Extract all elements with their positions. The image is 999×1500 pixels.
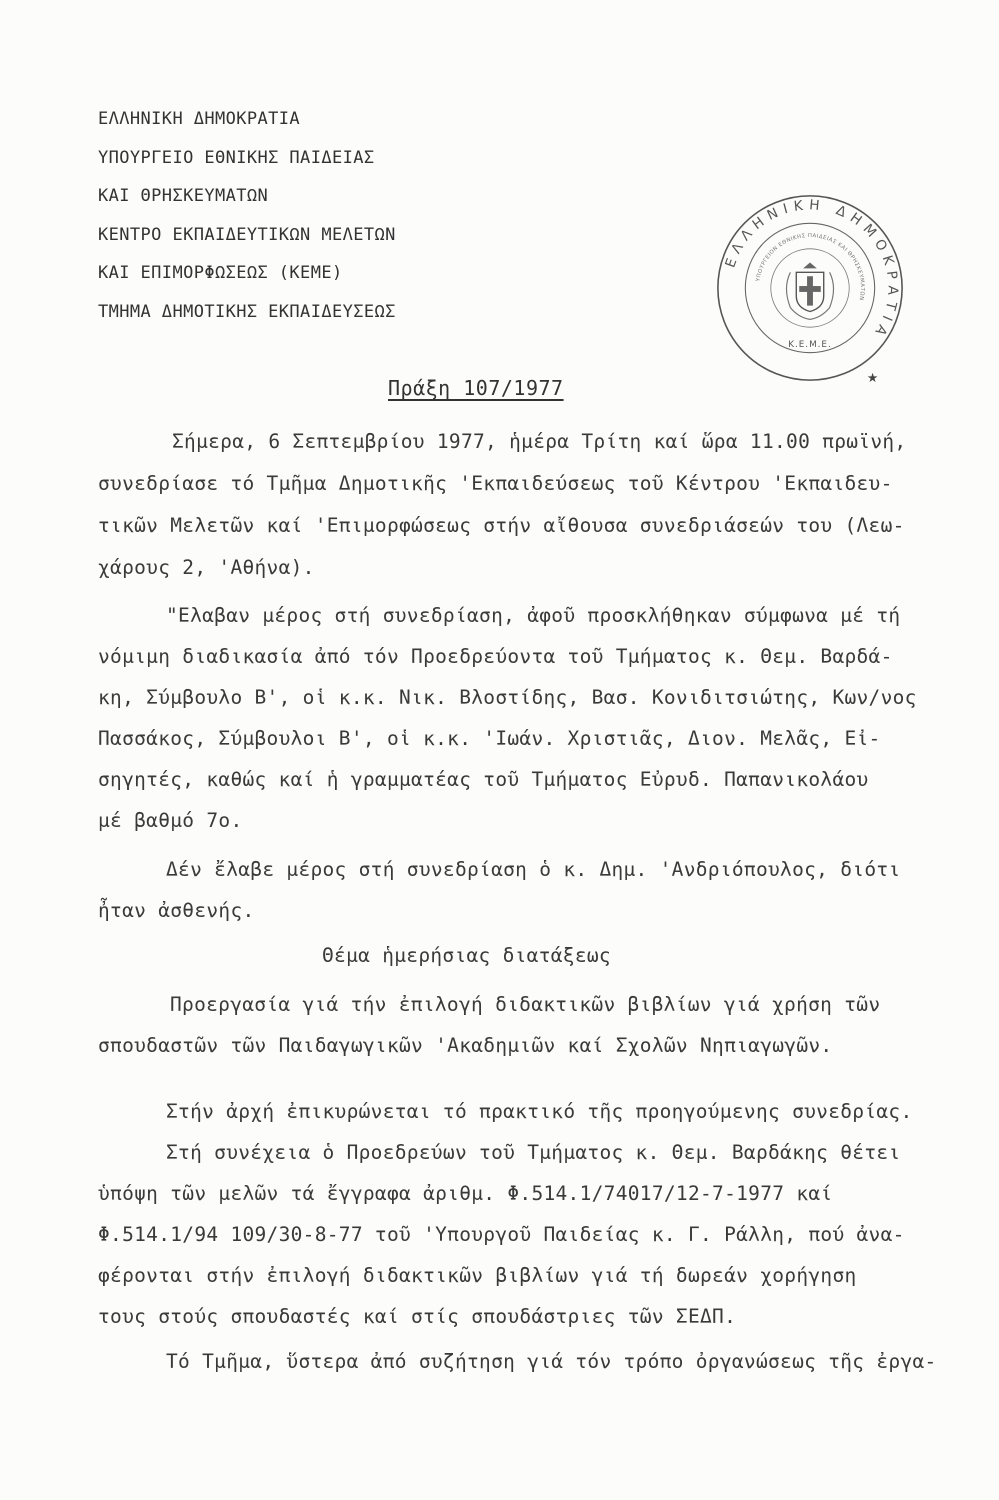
letterhead-line: ΥΠΟΥΡΓΕΙΟ ΕΘΝΙΚΗΣ ΠΑΙΔΕΙΑΣ (98, 147, 375, 168)
body-line: Τό Τμῆμα, ὕστερα ἀπό συζήτηση γιά τόν τρόπο ὀργανώσεως τῆς ἐργα- (166, 1350, 937, 1373)
body-line: φέρονται στήν ἐπιλογή διδακτικῶν βιβλίων γιά τή δωρεάν χορήγηση (98, 1264, 857, 1287)
body-line: τικῶν Μελετῶν καί 'Επιμορφώσεως στήν αἴθουσα συνεδριάσεών του (Λεω- (98, 514, 905, 537)
body-line: σηγητές, καθώς καί ἡ γραμματέας τοῦ Τμήματος Εὐρυδ. Παπανικολάου (98, 768, 869, 791)
body-line: σπουδαστῶν τῶν Παιδαγωγικῶν 'Ακαδημιῶν καί Σχολῶν Νηπιαγωγῶν. (98, 1034, 833, 1057)
seal-outer-textpath: ΕΛΛΗΝΙΚΗ ΔΗΜΟΚΡΑΤΙΑ (722, 197, 901, 344)
coat-of-arms-icon (786, 263, 833, 320)
body-line: Σήμερα, 6 Σεπτεμβρίου 1977, ἡμέρα Τρίτη καί ὥρα 11.00 πρωϊνή, (172, 430, 907, 453)
body-line: Στήν ἀρχή ἐπικυρώνεται τό πρακτικό τῆς προηγούμενης συνεδρίας. (166, 1100, 913, 1123)
official-seal (712, 190, 908, 386)
body-line: ὑπόψη τῶν μελῶν τά ἔγγραφα ἀριθμ. Φ.514.1/74017/12-7-1977 καί (98, 1182, 833, 1205)
letterhead-line: ΚΕΝΤΡΟ ΕΚΠΑΙΔΕΥΤΙΚΩΝ ΜΕΛΕΤΩΝ (98, 224, 396, 245)
body-line: ἦταν ἀσθενής. (98, 899, 255, 922)
body-line: νόμιμη διαδικασία ἀπό τόν Προεδρεύοντα τοῦ Τμήματος κ. Θεμ. Βαρδά- (98, 645, 893, 668)
seal-bottom-text: Κ.Ε.Μ.Ε. (788, 339, 832, 350)
body-line: Προεργασία γιά τήν ἐπιλογή διδακτικῶν βιβλίων γιά χρήση τῶν (170, 993, 881, 1016)
body-line: μέ βαθμό 7ο. (98, 809, 243, 832)
letterhead (98, 100, 396, 331)
body-line: τους στούς σπουδαστές καί στίς σπουδάστριες τῶν ΣΕΔΠ. (98, 1305, 737, 1328)
document-title: Πράξη 107/1977 (388, 376, 564, 400)
star-icon: ★ (866, 371, 879, 386)
body-line: Πασσάκος, Σύμβουλοι Β', οἱ κ.κ. 'Ιωάν. Χριστιᾶς, Διον. Μελᾶς, Εἰ- (98, 727, 881, 750)
subject-heading: Θέμα ἡμερήσιας διατάξεως (322, 944, 611, 967)
body-line: Στή συνέχεια ὁ Προεδρεύων τοῦ Τμήματος κ. Θεμ. Βαρδάκης θέτει (166, 1141, 901, 1164)
body-line: κη, Σύμβουλο Β', οἱ κ.κ. Νικ. Βλοστίδης, Βασ. Κονιδιτσιώτης, Κων/νος (98, 686, 917, 709)
letterhead-line: ΚΑΙ ΕΠΙΜΟΡΦΩΣΕΩΣ (ΚΕΜΕ) (98, 263, 343, 283)
body-line: συνεδρίασε τό Τμῆμα Δημοτικῆς 'Εκπαιδεύσεως τοῦ Κέντρου 'Εκπαιδευ- (98, 472, 893, 495)
body-line: χάρους 2, 'Αθήνα). (98, 556, 315, 579)
letterhead-line: ΚΑΙ ΘΡΗΣΚΕΥΜΑΤΩΝ (98, 186, 269, 206)
body-line: "Ελαβαν μέρος στή συνεδρίαση, ἀφοῦ προσκλήθηκαν σύμφωνα μέ τή (166, 604, 901, 627)
body-line: Φ.514.1/94 109/30-8-77 τοῦ 'Υπουργοῦ Παιδείας κ. Γ. Ράλλη, πού ἀνα- (98, 1223, 905, 1246)
letterhead-line: ΤΜΗΜΑ ΔΗΜΟΤΙΚΗΣ ΕΚΠΑΙΔΕΥΣΕΩΣ (98, 301, 396, 322)
body-line: Δέν ἔλαβε μέρος στή συνεδρίαση ὁ κ. Δημ. 'Ανδριόπουλος, διότι (166, 858, 901, 881)
letterhead-line: ΕΛΛΗΝΙΚΗ ΔΗΜΟΚΡΑΤΙΑ (98, 109, 301, 129)
seal-inner-textpath: ΥΠΟΥΡΓΕΙΟΝ ΕΘΝΙΚΗΣ ΠΑΙΔΕΙΑΣ ΚΑΙ ΘΡΗΣΚΕΥΜΑΤΩΝ (755, 233, 865, 302)
